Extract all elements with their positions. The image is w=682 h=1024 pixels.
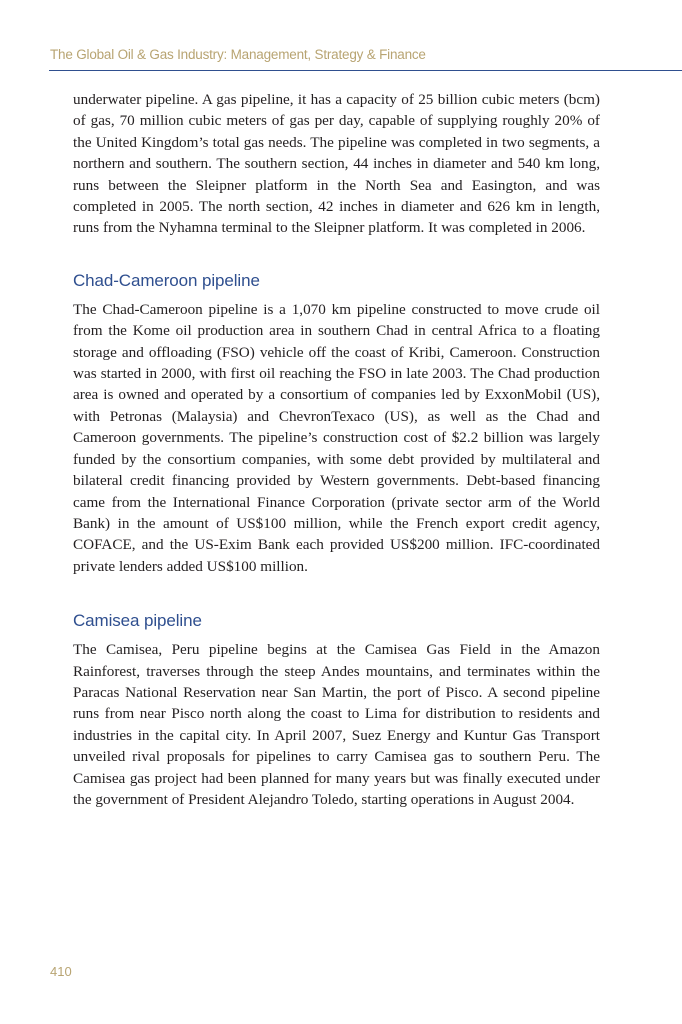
section-chad-cameroon: [73, 270, 600, 577]
page-body: [73, 89, 600, 810]
running-header-title: The Global Oil & Gas Industry: Management, Strategy & Finance: [50, 47, 426, 62]
intro-paragraph: underwater pipeline. A gas pipeline, it has a capacity of 25 billion cubic meters (bcm) of gas, 70 million cubic meters of gas per day, capable of supplying roughly 20% of the United Kingdom’s total gas needs. The pipeline was completed in two segments, a northern and southern. The southern section, 44 inches in diameter and 540 km long, runs between the Sleipner platform in the North Sea and Easington, and was completed in 2005. The north section, 42 inches in diameter and 626 km in length, runs from the Nyhamna terminal to the Sleipner platform. It was completed in 2006.: [73, 91, 600, 237]
section-heading: Camisea pipeline: [73, 611, 202, 631]
section-heading: Chad-Cameroon pipeline: [73, 270, 260, 290]
header-rule: [49, 70, 682, 71]
section-paragraph: The Camisea, Peru pipeline begins at the Camisea Gas Field in the Amazon Rainforest, traverses through the steep Andes mountains, and terminates within the Paracas National Reservation near San Martin, the port of Pisco. A second pipeline runs from near Pisco north along the coast to Lima for distribution to residents and industries in the capital city. In April 2007, Suez Energy and Kuntur Gas Transport unveiled rival proposals for pipelines to carry Camisea gas to southern Peru. The Camisea gas project had been planned for many years but was finally executed under the government of President Alejandro Toledo, starting operations in August 2004.: [73, 641, 600, 808]
section-camisea: [73, 610, 600, 810]
page-number: 410: [50, 964, 72, 979]
section-paragraph: The Chad-Cameroon pipeline is a 1,070 km pipeline constructed to move crude oil from the Kome oil production area in southern Chad in central Africa to a floating storage and offloading (FSO) vehicle off the coast of Kribi, Cameroon. Construction was started in 2000, with first oil reaching the FSO in late 2003. The Chad production area is owned and operated by a consortium of companies led by ExxonMobil (US), with Petronas (Malaysia) and ChevronTexaco (US), as well as the Chad and Cameroon governments. The pipeline’s construction cost of $2.2 billion was largely funded by the consortium companies, with some debt provided by multilateral and bilateral credit financing provided by Western governments. Debt-based financing came from the International Finance Corporation (private sector arm of the World Bank) in the amount of US$100 million, while the French export credit agency, COFACE, and the US-Exim Bank each provided US$200 million. IFC-coordinated private lenders added US$100 million.: [73, 300, 600, 575]
